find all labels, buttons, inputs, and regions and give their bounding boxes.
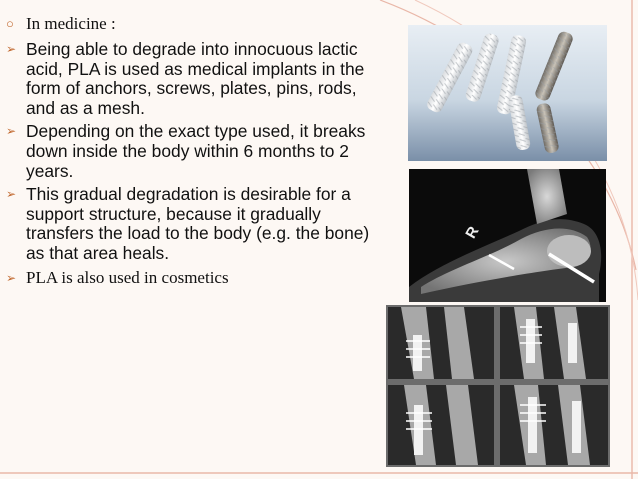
foot-xray-photo — [409, 169, 606, 302]
bullet-item — [6, 268, 378, 288]
bullet-text: This gradual degradation is desirable for a support structure, because it gradually transfers the load to the body (e.g. the bone) as that area heals. — [26, 184, 370, 263]
bullet-text: In medicine : — [26, 14, 116, 33]
bullet-text: PLA is also used in cosmetics — [26, 267, 229, 287]
leg-xray-illustration — [386, 305, 610, 467]
screws-illustration — [408, 25, 607, 161]
bullet-list — [6, 14, 378, 288]
bullet-item — [6, 40, 378, 118]
leg-bone-plate-xray-photo — [386, 305, 610, 467]
circle-bullet-icon: ○ — [6, 16, 14, 31]
bullet-item — [6, 122, 378, 181]
bullet-text: Being able to degrade into innocuous lactic acid, PLA is used as medical implants in the form of anchors, screws, plates, pins, rods, and as a mesh. — [26, 39, 365, 118]
arrow-bullet-icon: ➢ — [6, 42, 17, 56]
bioabsorbable-screws-photo — [408, 25, 607, 161]
bullet-item — [6, 185, 378, 263]
arrow-bullet-icon: ➢ — [6, 270, 17, 285]
arrow-bullet-icon: ➢ — [6, 124, 17, 139]
bullet-text: Depending on the exact type used, it breaks down inside the body within 6 months to 2 years. — [26, 121, 366, 181]
bullet-heading — [6, 14, 378, 34]
foot-xray-illustration — [409, 169, 606, 302]
xray-marker-label: R — [462, 223, 483, 242]
arrow-bullet-icon: ➢ — [6, 187, 17, 202]
